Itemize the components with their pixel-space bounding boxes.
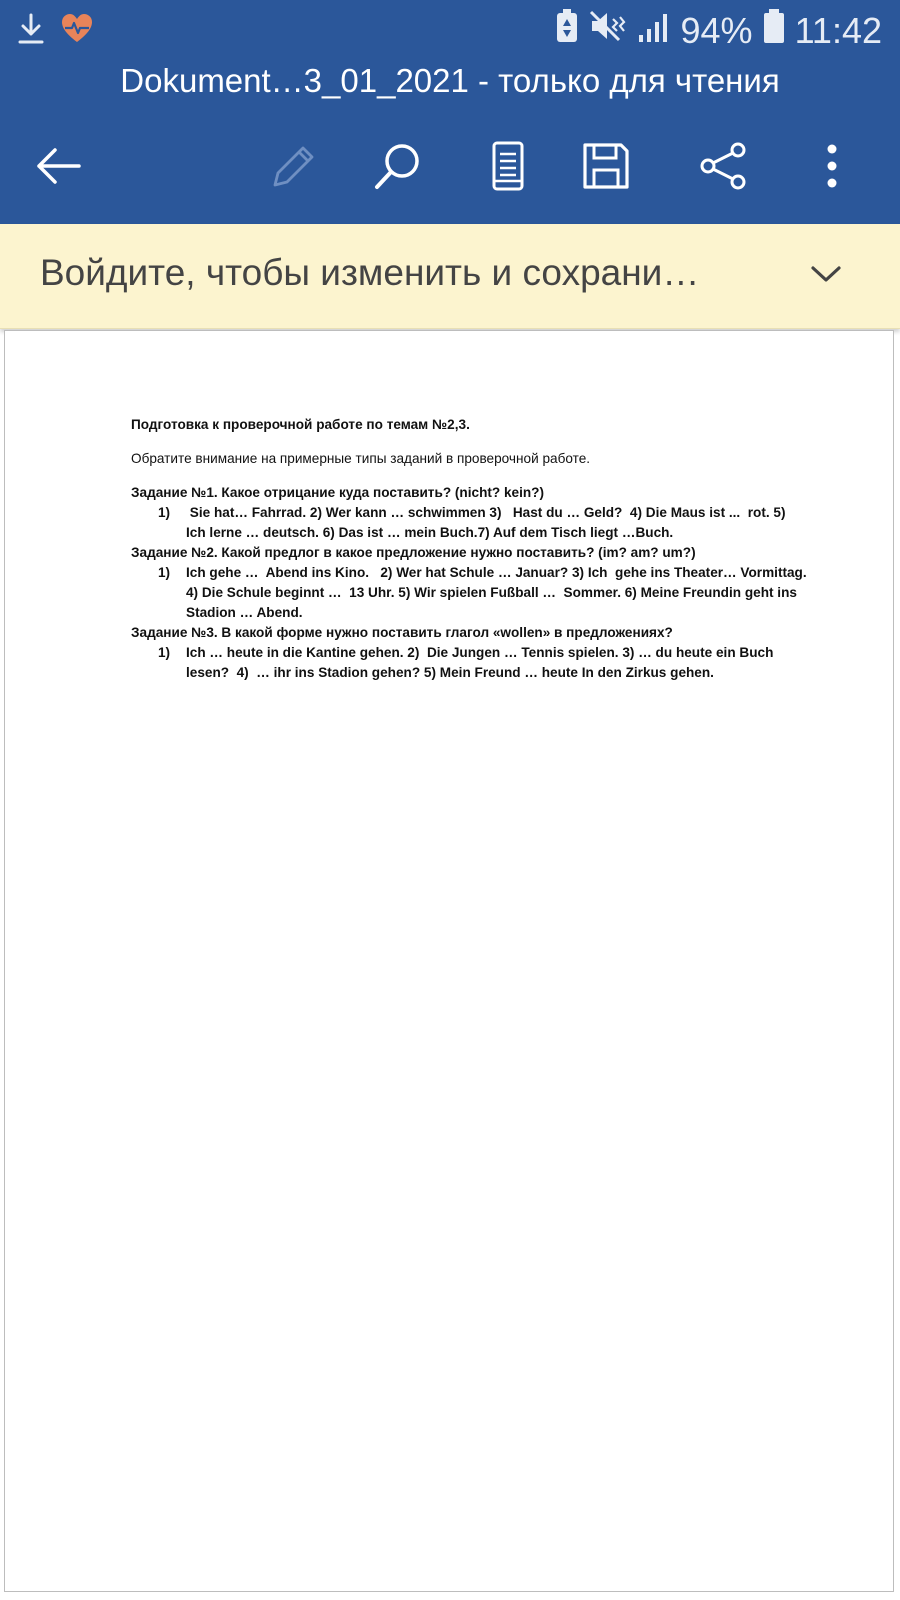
battery-percent: 94% bbox=[680, 9, 753, 51]
app-bar bbox=[0, 0, 900, 224]
task-1-title: Задание №1. Какое отрицание куда поставить? (nicht? kein?) bbox=[131, 485, 545, 500]
sign-in-banner[interactable] bbox=[0, 224, 900, 329]
task-3-item bbox=[131, 643, 831, 683]
edit-button[interactable] bbox=[262, 136, 326, 200]
back-button[interactable] bbox=[26, 136, 90, 200]
document-body bbox=[131, 415, 831, 683]
task-3-item-number: 1) bbox=[158, 645, 171, 660]
chevron-down-icon bbox=[810, 264, 842, 289]
document-page[interactable] bbox=[4, 330, 894, 1592]
edit-pencil-icon bbox=[269, 141, 319, 196]
task-2-line-2: 4) Die Schule beginnt … 13 Uhr. 5) Wir spielen Fußball … Sommer. 6) Meine Freundin geht ins bbox=[186, 585, 797, 600]
signal-icon bbox=[637, 10, 671, 52]
back-arrow-icon bbox=[33, 146, 83, 191]
share-button[interactable] bbox=[692, 136, 756, 200]
task-1-item-number: 1) bbox=[158, 505, 171, 520]
document-heading: Подготовка к проверочной работе по темам №2,3. bbox=[131, 417, 470, 432]
task-3-line-1: Ich … heute in die Kantine gehen. 2) Die Jungen … Tennis spielen. 3) … du heute ein Buch bbox=[186, 645, 774, 660]
banner-expand-button[interactable] bbox=[804, 254, 848, 298]
more-options-button[interactable] bbox=[800, 136, 864, 200]
search-icon bbox=[372, 140, 424, 197]
download-icon bbox=[16, 12, 46, 51]
document-title: Dokument…3_01_2021 - только для чтения bbox=[120, 62, 780, 99]
search-button[interactable] bbox=[366, 136, 430, 200]
share-icon bbox=[699, 141, 749, 196]
battery-saver-icon bbox=[555, 8, 579, 53]
mute-vibrate-icon bbox=[589, 9, 627, 52]
save-button[interactable] bbox=[574, 136, 638, 200]
save-icon bbox=[581, 141, 631, 196]
task-2-item-number: 1) bbox=[158, 565, 171, 580]
task-3-title: Задание №3. В какой форме нужно поставить глагол «wollen» в предложениях? bbox=[131, 625, 673, 640]
status-bar bbox=[0, 0, 900, 64]
mobile-view-button[interactable] bbox=[476, 136, 540, 200]
health-heart-icon bbox=[60, 13, 94, 50]
sign-in-banner-text: Войдите, чтобы изменить и сохрани… bbox=[40, 252, 700, 293]
clock: 11:42 bbox=[794, 9, 882, 51]
task-1-line-2: Ich lerne … deutsch. 6) Das ist … mein Buch.7) Auf dem Tisch liegt …Buch. bbox=[186, 525, 674, 540]
battery-icon bbox=[763, 8, 785, 53]
task-2-line-1: Ich gehe … Abend ins Kino. 2) Wer hat Schule … Januar? 3) Ich gehe ins Theater… Vormittag. bbox=[186, 565, 807, 580]
task-1-item bbox=[131, 503, 831, 543]
toolbar bbox=[0, 136, 900, 200]
task-2-item bbox=[131, 563, 831, 623]
task-1-line-1: Sie hat… Fahrrad. 2) Wer kann … schwimmen 3) Hast du … Geld? 4) Die Maus ist ... rot. 5) bbox=[186, 505, 786, 520]
more-vert-icon bbox=[822, 141, 842, 196]
mobile-view-icon bbox=[488, 140, 528, 197]
task-3-line-2: lesen? 4) … ihr ins Stadion gehen? 5) Mein Freund … heute In den Zirkus gehen. bbox=[186, 665, 714, 680]
task-2-line-3: Stadion … Abend. bbox=[186, 605, 303, 620]
document-note: Обратите внимание на примерные типы заданий в проверочной работе. bbox=[131, 451, 591, 466]
task-2-title: Задание №2. Какой предлог в какое предложение нужно поставить? (im? am? um?) bbox=[131, 545, 696, 560]
